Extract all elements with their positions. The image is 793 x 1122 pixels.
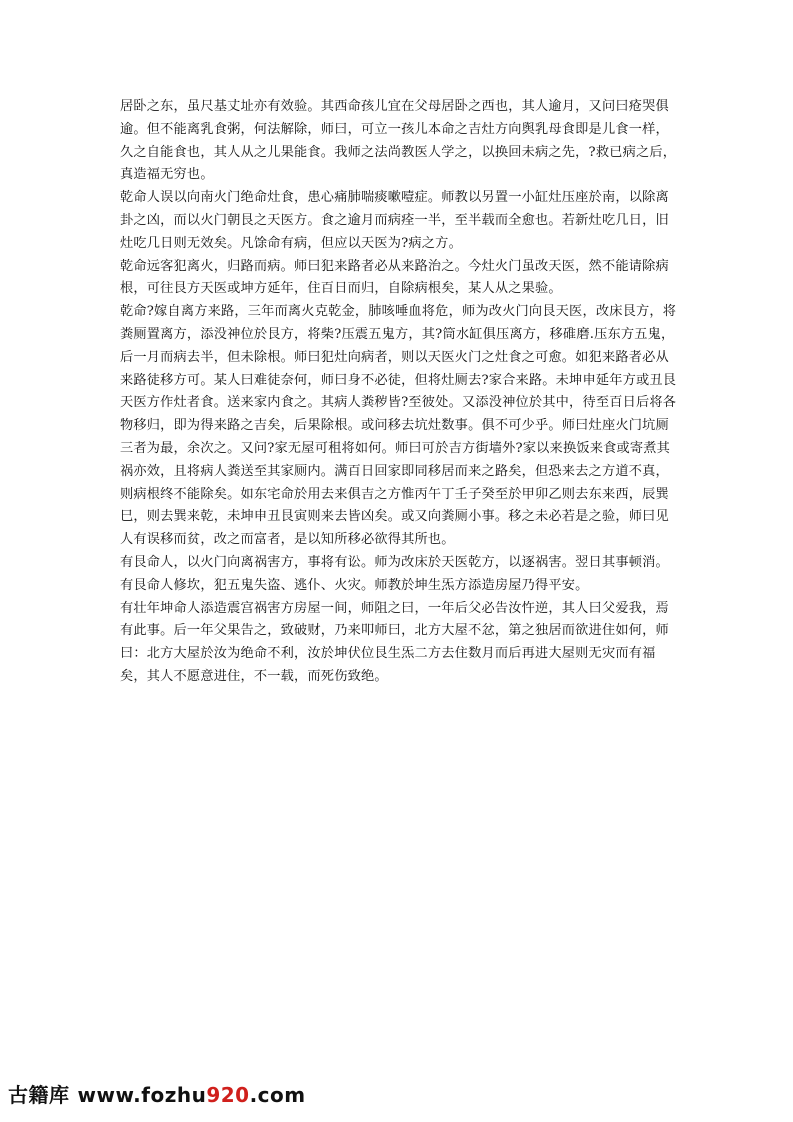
paragraph: 有艮命人，以火门向离祸害方，事将有讼。师为改床於天医乾方，以逐祸害。翌日其事顿消。 xyxy=(120,554,669,570)
paragraph: 有壮年坤命人添造震宫祸害方房屋一间，师阻之曰，一年后父必告汝忤逆，其人曰父爱我，焉有此事。后一年父果告之，致破财，乃来叩师曰，北方大屋不忿，第之独居而欲进住如何，师曰：北方大屋於汝为绝命不利，汝於坤伏位艮生炁二方去住数月而后再进大屋则无灾而有福矣，其人不愿意进住，不一载，而死伤致绝。 xyxy=(120,600,669,684)
paragraph: 有艮命人修坎，犯五鬼失盗、逃仆、火灾。师教於坤生炁方添造房屋乃得平安。 xyxy=(120,577,589,593)
paragraph: 居卧之东，虽尺基丈址亦有效验。其西命孩儿宜在父母居卧之西也，其人逾月，又问曰疮哭俱逾。但不能离乳食粥，何法解除，师曰，可立一孩儿本命之吉灶方向舆乳母食即是儿食一样，久之自能食也，其人从之儿果能食。我师之法尚教医人学之，以换回未病之先，?救已病之后，真造福无穷也。 xyxy=(120,99,677,183)
paragraph: 乾命远客犯离火，归路而病。师曰犯来路者必从来路治之。今灶火门虽改天医，然不能请除病根，可往艮方天医或坤方延年，住百日而归，自除病根矣，某人从之果验。 xyxy=(120,258,669,297)
site-url-accent: 920 xyxy=(206,1083,250,1107)
document-body xyxy=(120,96,682,689)
paragraph: 乾命人误以向南火门绝命灶食，患心痛肺喘痰嗽噎症。师教以另置一小缸灶压座於南，以除离卦之凶，而以火门朝艮之天医方。食之逾月而病痊一半，至半载而全愈也。若新灶吃几日，旧灶吃几日则无效矣。凡馀命有病，但应以天医为?病之方。 xyxy=(120,190,669,251)
site-url-prefix: www.fozhu xyxy=(77,1083,207,1107)
paragraph: 乾命?嫁自离方来路，三年而离火克乾金，肺咳唾血将危，师为改火门向艮天医，改床艮方，将粪厕置离方，添没神位於艮方，将柴?压震五鬼方，其?筒水缸俱压离方，移碓磨.压东方五鬼，后一月而病去半，但未除根。师曰犯灶向病者，则以天医火门之灶食之可愈。如犯来路者必从来路徒移方可。某人曰难徒奈何，师曰身不必徒，但将灶厕去?家合来路。未坤申延年方或丑艮天医方作灶者食。送来家内食之。其病人粪秽皆?至彼处。又添没神位於其中，待至百日后将各物移归，即为得来路之吉矣，后果除根。或问移去坑灶数事。俱不可少乎。师曰灶座火门坑厕三者为最，余次之。又问?家无屋可租将如何。师曰可於吉方街墙外?家以来换饭来食或寄煮其祸亦效，且将病人粪送至其家厕内。满百日回家即同移居而来之路矣，但恐来去之方道不真，则病根终不能除矣。如东宅命於用去来俱吉之方惟丙午丁壬子癸至於甲卯乙则去东来西，辰巽巳，则去巽来乾，未坤申丑艮寅则来去皆凶矣。或又向粪厕小事。移之未必若是之验，师曰见人有误移而贫，改之而富者，是以知所移必欲得其所也。 xyxy=(120,304,677,548)
watermark-footer xyxy=(8,1079,306,1108)
site-url-suffix: .com xyxy=(249,1083,306,1107)
site-name: 古籍库 xyxy=(8,1083,70,1107)
